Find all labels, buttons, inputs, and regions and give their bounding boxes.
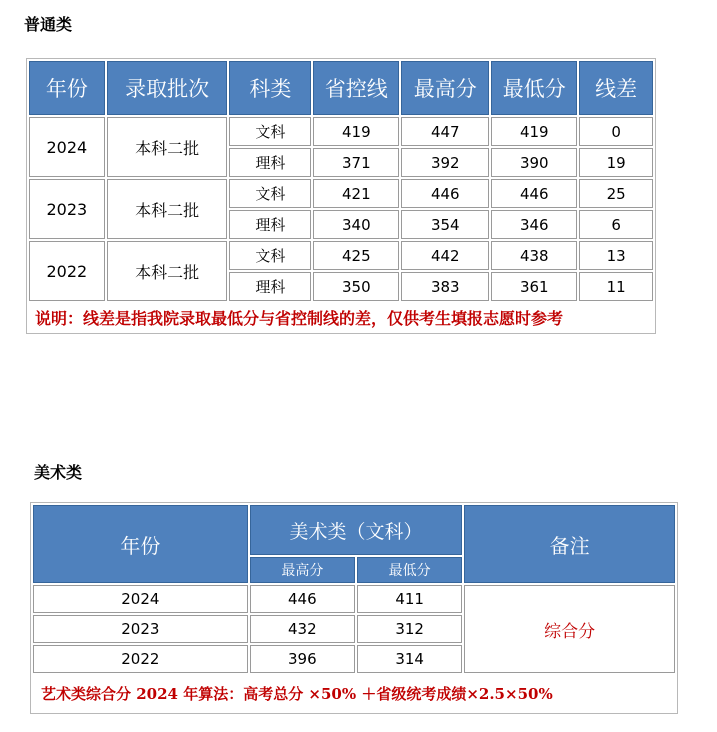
max-score-cell: 447 <box>401 117 489 146</box>
year-cell: 2024 <box>33 585 248 613</box>
batch-cell: 本科二批 <box>107 117 228 177</box>
line-diff-cell: 6 <box>579 210 653 239</box>
category-cell: 文科 <box>229 179 311 208</box>
header-year: 年份 <box>29 61 105 115</box>
header-batch: 录取批次 <box>107 61 228 115</box>
note-row <box>33 675 675 711</box>
min-score-cell: 361 <box>491 272 577 301</box>
header-remark: 备注 <box>464 505 675 583</box>
min-score-cell: 314 <box>357 645 462 673</box>
year-cell: 2022 <box>29 241 105 301</box>
max-score-cell: 442 <box>401 241 489 270</box>
category-cell: 理科 <box>229 210 311 239</box>
art-admission-table <box>30 502 678 714</box>
category-cell: 文科 <box>229 117 311 146</box>
min-score-cell: 390 <box>491 148 577 177</box>
control-line-cell: 371 <box>313 148 399 177</box>
max-score-cell: 446 <box>250 585 355 613</box>
category-cell: 理科 <box>229 272 311 301</box>
batch-cell: 本科二批 <box>107 179 228 239</box>
control-line-cell: 421 <box>313 179 399 208</box>
header-control-line: 省控线 <box>313 61 399 115</box>
min-score-cell: 446 <box>491 179 577 208</box>
header-min-score: 最低分 <box>491 61 577 115</box>
year-cell: 2024 <box>29 117 105 177</box>
line-diff-cell: 11 <box>579 272 653 301</box>
max-score-cell: 446 <box>401 179 489 208</box>
table-row <box>29 117 653 146</box>
min-score-cell: 438 <box>491 241 577 270</box>
min-score-cell: 419 <box>491 117 577 146</box>
min-score-cell: 346 <box>491 210 577 239</box>
general-admission-table <box>26 58 656 334</box>
min-score-cell: 312 <box>357 615 462 643</box>
control-line-cell: 350 <box>313 272 399 301</box>
min-score-cell: 411 <box>357 585 462 613</box>
line-diff-cell: 13 <box>579 241 653 270</box>
category-cell: 文科 <box>229 241 311 270</box>
line-diff-cell: 19 <box>579 148 653 177</box>
table-row <box>29 179 653 208</box>
header-max-score: 最高分 <box>250 557 355 583</box>
control-line-cell: 419 <box>313 117 399 146</box>
header-line-diff: 线差 <box>579 61 653 115</box>
line-diff-cell: 25 <box>579 179 653 208</box>
line-diff-cell: 0 <box>579 117 653 146</box>
year-cell: 2023 <box>33 615 248 643</box>
max-score-cell: 432 <box>250 615 355 643</box>
table-header-row <box>29 61 653 115</box>
max-score-cell: 354 <box>401 210 489 239</box>
year-cell: 2022 <box>33 645 248 673</box>
section-title-art: 美术类 <box>34 463 83 482</box>
header-max-score: 最高分 <box>401 61 489 115</box>
batch-cell: 本科二批 <box>107 241 228 301</box>
max-score-cell: 392 <box>401 148 489 177</box>
art-note: 艺术类综合分 2024 年算法：高考总分 ×50% ＋省级统考成绩×2.5×50% <box>41 684 553 703</box>
header-category: 科类 <box>229 61 311 115</box>
header-year: 年份 <box>33 505 248 583</box>
control-line-cell: 340 <box>313 210 399 239</box>
section-title-general: 普通类 <box>24 15 73 34</box>
remark-cell: 综合分 <box>464 585 675 673</box>
max-score-cell: 383 <box>401 272 489 301</box>
table-header-row <box>33 505 675 555</box>
category-cell: 理科 <box>229 148 311 177</box>
table-row <box>29 241 653 270</box>
general-note: 说明：线差是指我院录取最低分与省控制线的差，仅供考生填报志愿时参考 <box>35 308 564 328</box>
header-art-liberal: 美术类（文科） <box>250 505 463 555</box>
table-row <box>33 585 675 613</box>
header-min-score: 最低分 <box>357 557 462 583</box>
year-cell: 2023 <box>29 179 105 239</box>
note-row <box>29 303 653 331</box>
control-line-cell: 425 <box>313 241 399 270</box>
max-score-cell: 396 <box>250 645 355 673</box>
